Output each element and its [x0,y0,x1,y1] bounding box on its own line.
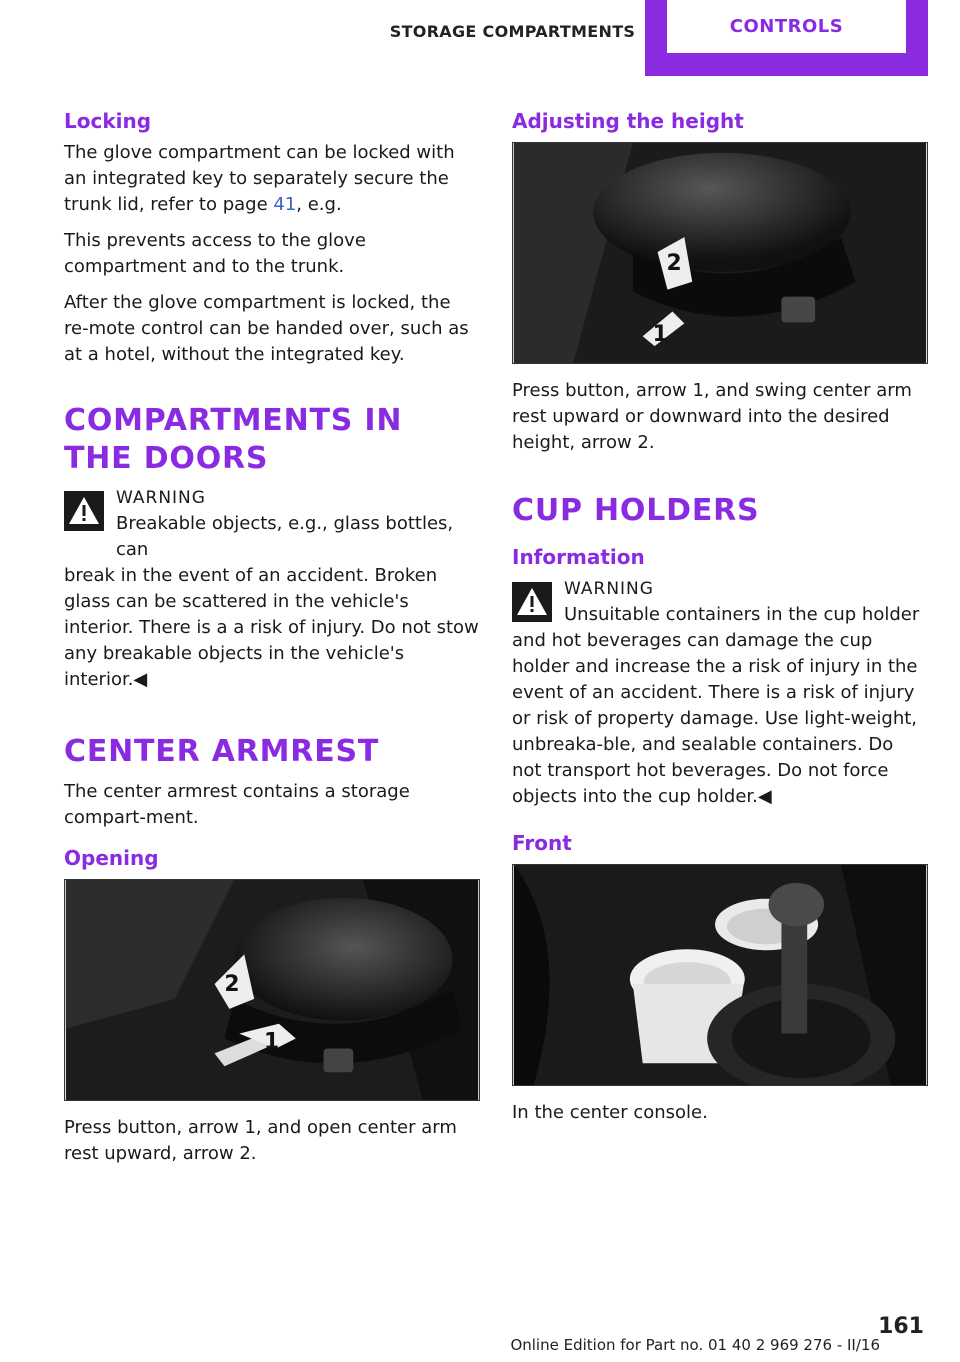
edition-note: Online Edition for Part no. 01 40 2 969 276 - II/16 [510,1336,880,1354]
doors-warning [64,485,480,693]
opening-heading: Opening [64,845,159,870]
locking-paragraph-3: After the glove compartment is locked, the re-mote control can be handed over, such as at a hotel, without the integrated key. [64,292,469,365]
armrest-opening-photo [64,879,480,1101]
running-header-section: STORAGE COMPARTMENTS [389,21,636,41]
cup-warning-label: WARNING [564,578,654,599]
cup-holders-heading: CUP HOLDERS [512,493,760,528]
locking-paragraph-1: The glove compartment can be locked with an integrated key to separately secure the trunk lid, refer to page 41, e.g. [64,142,455,215]
arrow-1-label: 1 [264,1028,280,1054]
cup-holders-photo [512,864,928,1086]
right-column [512,108,928,1136]
locking-paragraph-2: This prevents access to the glove compartment and to the trunk. [64,230,366,277]
arrow-2-label: 2 [666,250,682,276]
doors-warning-label: WARNING [116,488,206,508]
opening-caption: Press button, arrow 1, and open center arm rest upward, arrow 2. [64,1116,457,1164]
arrow-2-label: 2 [224,971,240,997]
warning-triangle-icon [512,582,552,622]
front-caption: In the center console. [512,1101,708,1123]
armrest-heading: CENTER ARMREST [64,734,380,769]
adjust-caption: Press button, arrow 1, and swing center arm rest upward or downward into the desired height, arrow 2. [512,380,912,453]
cup-warning [512,576,928,810]
cup-warning-text-first: Unsuitable containers in the cup holder [564,603,920,625]
doors-warning-text-first: Breakable objects, e.g., glass bottles, can [116,513,454,560]
doors-warning-text-rest: break in the event of an accident. Broken glass can be scattered in the vehicle's interior. There is a a risk of injury. Do not stow any breakable objects in the vehicle's interior.◀ [64,565,479,690]
front-heading: Front [512,830,572,855]
page-number: 161 [878,1314,924,1339]
left-column [64,108,480,1177]
page-link-41[interactable]: 41 [273,194,297,215]
chapter-tab-label: CONTROLS [667,0,906,53]
locking-heading: Locking [64,109,152,133]
armrest-height-photo [512,142,928,364]
information-heading: Information [512,544,645,569]
armrest-paragraph: The center armrest contains a storage compart-ment. [64,780,410,828]
adjust-heading: Adjusting the height [512,109,744,133]
warning-triangle-icon [64,491,104,531]
arrow-1-label: 1 [652,322,668,348]
chapter-tab[interactable] [645,0,928,76]
doors-heading: COMPARTMENTS IN THE DOORS [64,403,403,476]
cup-warning-text-rest: and hot beverages can damage the cup holder and increase the a risk of injury in the event of an accident. There is a risk of injury or risk of property damage. Use light-weight, unbreaka-ble, and sealable containers. Do not transport hot beverages. Do not force objects into the cup holder.◀ [512,629,918,807]
